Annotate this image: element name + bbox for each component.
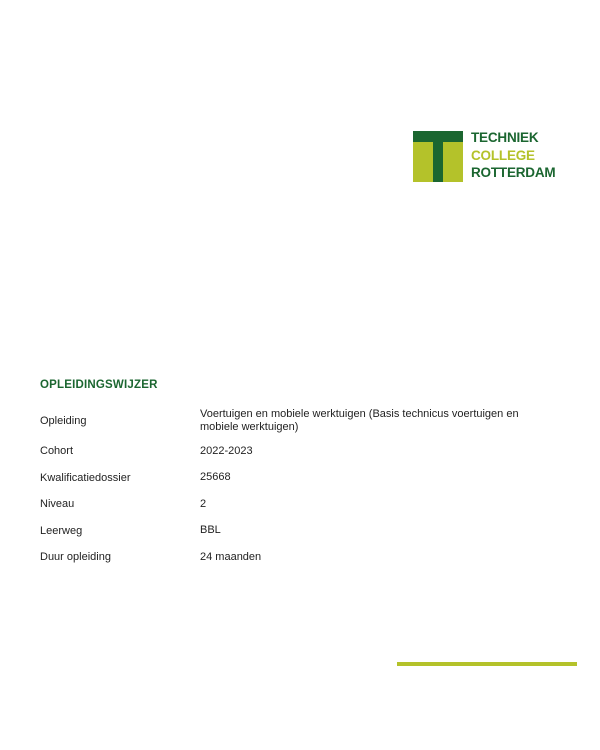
logo-line-rotterdam: ROTTERDAM (471, 165, 556, 180)
info-row-duur-opleiding (40, 544, 560, 571)
info-value: Voertuigen en mobiele werktuigen (Basis technicus voertuigen en mobiele werktuigen) (200, 407, 519, 433)
info-value: 24 maanden (200, 550, 262, 563)
document-title: OPLEIDINGSWIJZER (40, 379, 158, 391)
accent-rule (397, 662, 577, 666)
info-value: BBL (200, 524, 221, 536)
info-label: Opleiding (40, 415, 87, 427)
logo-wordmark (471, 129, 555, 182)
logo (413, 131, 563, 183)
info-value: 25668 (200, 471, 231, 483)
info-value: 2 (200, 497, 207, 510)
info-row-niveau (40, 491, 560, 518)
info-label: Niveau (40, 498, 75, 511)
logo-mark-icon (413, 131, 463, 182)
logo-line-college: COLLEGE (471, 147, 535, 163)
info-row-kwalificatiedossier (40, 465, 560, 492)
info-row-opleiding (40, 404, 560, 438)
info-row-cohort (40, 438, 560, 465)
info-table (40, 404, 560, 571)
info-label: Kwalificatiedossier (40, 471, 131, 484)
logo-line-techniek: TECHNIEK (471, 130, 539, 145)
info-label: Leerweg (40, 524, 83, 537)
info-label: Cohort (40, 445, 74, 458)
info-value: 2022-2023 (200, 444, 253, 457)
info-label: Duur opleiding (40, 551, 111, 564)
info-row-leerweg (40, 518, 560, 545)
